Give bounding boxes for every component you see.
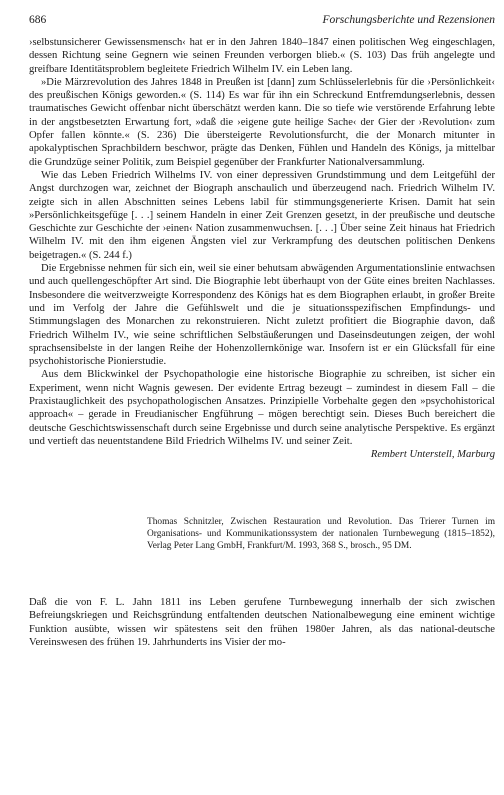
document-page xyxy=(29,14,495,649)
review-paragraph: Aus dem Blickwinkel der Psychopathologie eine historische Biographie zu schreiben, ist sicher ein Experiment, wenn nicht Wagnis gewesen. Der evidente Ertrag bezeugt – zumindest in diesem Fall – die Praxistauglichkeit des psychopathologischen Ansatzes. Prinzipielle Vorbehalte gegen den »psychohistorical approach« – gerade in Freudianischer Engführung – mögen berechtigt sein. Dieses Buch bereichert die deutsche Geschichtswissenschaft durch seine Ergebnisse und durch seine analytische Perspektive. Es ergänzt und vertieft das neuentstandene Bild Friedrich Wilhelms IV. und seiner Zeit. xyxy=(29,369,495,447)
review-paragraph: Die Ergebnisse nehmen für sich ein, weil sie einer behutsam abwägenden Argumentationslinie entwachsen und auch quellengeschöpfter Art sind. Die Biographie lebt überhaupt von der Güte eines breiten Nachlasses. Insbesondere die weitverzweigte Korrespondenz des Königs hat es dem Biographen erlaubt, in großer Breite und im Verfolg der Jahre die Gefühlswelt und die je situationsspezifischen Empfindungs- und Stimmungslagen des Monarchen zu rekonstruieren. Nicht zuletzt profitiert die Biographie davon, daß Friedrich Wilhelm IV., wie seine schriftlichen Selbstäußerungen und Daseinsdeutungen zeigen, der wohl sprachsensibelste in der langen Reihe der Hohenzollernkönige war. Insofern ist er ein Glücksfall für eine psychohistorische Pionierstudie. xyxy=(29,263,495,368)
journal-section-title: Forschungsberichte und Rezensionen xyxy=(322,14,495,26)
page-number: 686 xyxy=(29,14,47,26)
review-body xyxy=(29,36,495,448)
review-paragraph: »Die Märzrevolution des Jahres 1848 in Preußen ist [dann] zum Schlüsselerlebnis für die ›Persönlichkeit‹ des preußischen Königs geworden.« (S. 114) Es war für ihn ein Schreckund Entfremdungserlebnis, dessen traumatisches Gewicht offenbar nicht überschätzt werden kann. Die so tiefe wie verstörende Erfahrung lebte in der angstbesetzten Erwartung fort, »daß die ›eigene gute heilige Sache‹ der Gier der ›Revolution‹ zum Opfer fallen könnte.« (S. 236) Die übersteigerte Revolutionsfurcht, die der Monarch mitunter in apokalyptischen Sprachbildern beschwor, prägte das Denken, Fühlen und Handeln des Königs, ja mittelbar die Grundzüge seiner Politik, zum Beispiel gegenüber der Frankfurter Nationalversammlung. xyxy=(29,76,495,168)
next-review-body xyxy=(29,596,495,649)
review-paragraph: ›selbstunsicherer Gewissensmensch‹ hat er in den Jahren 1840–1847 einen politischen Weg eingeschlagen, dessen Richtung seine Gegnern wie seinen Freunden verborgen blieb.« (S. 103) Das früh angelegte und greifbare Identitätsproblem begleitete Friedrich Wilhelm IV. ein Leben lang. xyxy=(29,37,495,75)
bibliography-entry: Thomas Schnitzler, Zwischen Restauration und Revolution. Das Trierer Turnen im Organisations- und Kommunikationssystem der nationalen Turnbewegung (1815–1852), Verlag Peter Lang GmbH, Frankfurt/M. 1993, 368 S., brosch., 95 DM. xyxy=(147,516,495,551)
review-paragraph: Wie das Leben Friedrich Wilhelms IV. von einer depressiven Grundstimmung und dem Leitgefühl der Angst durchzogen war, zeichnet der Biograph anschaulich und überzeugend nach. Friedrich Wilhelm IV. zeigte sich in allen Abschnitten seines Lebens labil für stimmungsgenerierte Krisen. Damit hat sein »Persönlichkeitsgefüge [. . .] seinem Handeln in einer Zeit Grenzen gesetzt, in der preußische und deutsche Geschichte zur Geschichte der ›einen‹ Nation zusammenwuchsen. [. . .] Über seine Zeit hinaus hat Friedrich Wilhelm IV. mit den ihm eigenen Ängsten viel zur Verkrampfung des deutschen politischen Denkens beigetragen.« (S. 244 f.) xyxy=(29,169,495,261)
page-header xyxy=(29,14,495,36)
reviewer-signature: Rembert Unterstell, Marburg xyxy=(370,449,495,461)
review-paragraph: Daß die von F. L. Jahn 1811 ins Leben gerufene Turnbewegung innerhalb der sich zwischen Befreiungskriegen und Reichsgründung entfaltenden deutschen Nationalbewegung eine eminent wichtige Funktion ausübte, wissen wir spätestens seit den frühen 1980er Jahren, als das national-deutsche Vereinswesen des frühen 19. Jahrhunderts ins Visier der mo- xyxy=(29,597,495,648)
